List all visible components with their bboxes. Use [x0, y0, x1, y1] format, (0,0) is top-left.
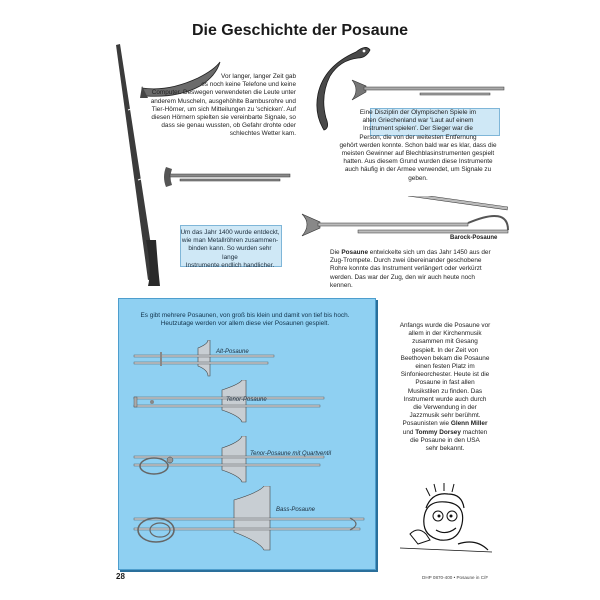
text-span: Die: [330, 249, 342, 256]
text-line: Jazzmusik sehr berühmt.: [409, 412, 481, 420]
text-line: Sinfonieorchester. Heute ist die: [400, 371, 490, 379]
text-line: werden. Das war der Zug, den wir auch heute noch: [330, 273, 475, 281]
text-line: zusammen mit Gesang: [412, 338, 478, 346]
footer-text: DHP 0870-400 • Posaune in C/F: [422, 575, 489, 580]
text-line: gehört werden konnte. Schon bald war es klar, dass die: [339, 141, 497, 149]
text-line: die Verwendung in der: [413, 404, 477, 412]
text-line: Rohre konnte das Instrument verlängert oder verkürzt: [330, 265, 482, 273]
text-line: Heutzutage werden vor allem diese vier Posaunen gespielt.: [160, 320, 330, 328]
text-line: alten Griechenland war 'Laut auf einem: [362, 117, 474, 125]
year-1400-text: [180, 229, 280, 270]
text-line: Posaune in fast allen: [415, 379, 475, 387]
text-line: Computer. Deswegen verwendeten die Leute unter: [151, 89, 296, 97]
text-line: allem in der Kirchenmusik: [408, 330, 482, 338]
barock-caption: Barock-Posaune: [450, 235, 498, 241]
alt-label: Alt-Posaune: [216, 349, 249, 355]
text-line: Zug-Trompete. Durch zwei übereinander geschobene: [330, 257, 482, 265]
text-line: sehr bekannt.: [425, 445, 465, 453]
bass-label: Bass-Posaune: [276, 507, 316, 513]
text-line: gespielt. In der Zeit von: [411, 346, 479, 354]
text-line: kennen.: [330, 281, 353, 289]
text-line: Um das Jahr 1400 wurde entdeckt,: [180, 229, 280, 236]
panel-intro-text: [126, 312, 364, 328]
text-line: diesen Hörnern spielten sie vereinbarte Signale, so: [151, 114, 296, 122]
text-line: hatten. Aus diesem Grund wurden diese Instrumente: [343, 158, 493, 166]
text-line: Instrument spielen'. Der Sieger war die: [363, 125, 473, 133]
cartoon-character-illustration: [396, 478, 496, 560]
tenor-quartventil-illustration: [130, 436, 330, 484]
zug-trumpet-illustration: [350, 76, 510, 106]
text-line: anderem Muscheln, ausgehöhlte Bambusrohre und: [150, 97, 296, 105]
text-span: Posaunisten wie: [402, 420, 450, 428]
text-bold: Glenn Miller: [450, 420, 488, 428]
text-line: Tier-Hörner, um sich Mitteilungen zu 'schicken'. Auf: [151, 105, 296, 113]
text-line: Vor langer, langer Zeit gab: [221, 73, 296, 80]
text-line: [330, 249, 510, 257]
tenor-quart-label: Tenor-Posaune mit Quartventil: [250, 451, 332, 457]
looped-trumpet-illustration: [160, 163, 300, 193]
text-line: geben.: [408, 174, 428, 182]
text-line: auch häufig in der Armee verwendet, um Signale zu: [344, 166, 492, 174]
text-line: meisten Gewinner auf Blechblasinstrumenten gespielt: [341, 150, 495, 158]
text-line: schlechtes Wetter kam.: [229, 130, 296, 138]
text-line: dass sie genau wussten, ob Gefahr drohte oder: [161, 122, 296, 130]
posaune-origin-text: [330, 249, 510, 290]
text-line: Beethoven bekam die Posaune: [400, 354, 490, 362]
text-line: binden kann. So wurden sehr lange: [188, 245, 272, 261]
alt-posaune-illustration: [130, 340, 280, 380]
horns-intro-text: [110, 73, 296, 139]
text-line: [384, 420, 506, 428]
text-line: Eine Disziplin der Olympischen Spiele im: [359, 109, 477, 116]
bass-posaune-illustration: [130, 486, 370, 552]
text-line: Instrumente endlich handlicher.: [185, 261, 275, 269]
text-line: es noch keine Telefone und keine: [201, 81, 296, 89]
text-line: Es gibt mehrere Posaunen, von groß bis klein und damit von tief bis hoch.: [140, 312, 350, 319]
text-line: wie man Metallröhren zusammen-: [181, 237, 279, 245]
right-column-text: [384, 322, 506, 453]
text-span: machten: [462, 428, 488, 436]
text-bold: Posaune: [341, 249, 369, 256]
text-line: einen festen Platz im: [415, 363, 475, 371]
page-number: 28: [116, 572, 125, 581]
text-line: Musikstilen zu finden. Das: [407, 387, 483, 395]
text-bold: Tommy Dorsey: [415, 428, 461, 436]
olympic-text: [328, 109, 508, 183]
page-title: Die Geschichte der Posaune: [191, 22, 409, 39]
text-line: Person, die von der weitesten Entfernung: [359, 133, 477, 141]
text-line: Anfangs wurde die Posaune vor: [399, 322, 491, 329]
text-line: Instrument wurde auch durch: [403, 395, 487, 403]
text-line: [384, 429, 506, 437]
tenor-label: Tenor-Posaune: [226, 397, 267, 403]
text-span: entwickelte sich um das Jahr 1450 aus der: [368, 249, 491, 256]
text-span: und: [402, 428, 414, 436]
text-line: die Posaune in den USA: [410, 436, 480, 444]
